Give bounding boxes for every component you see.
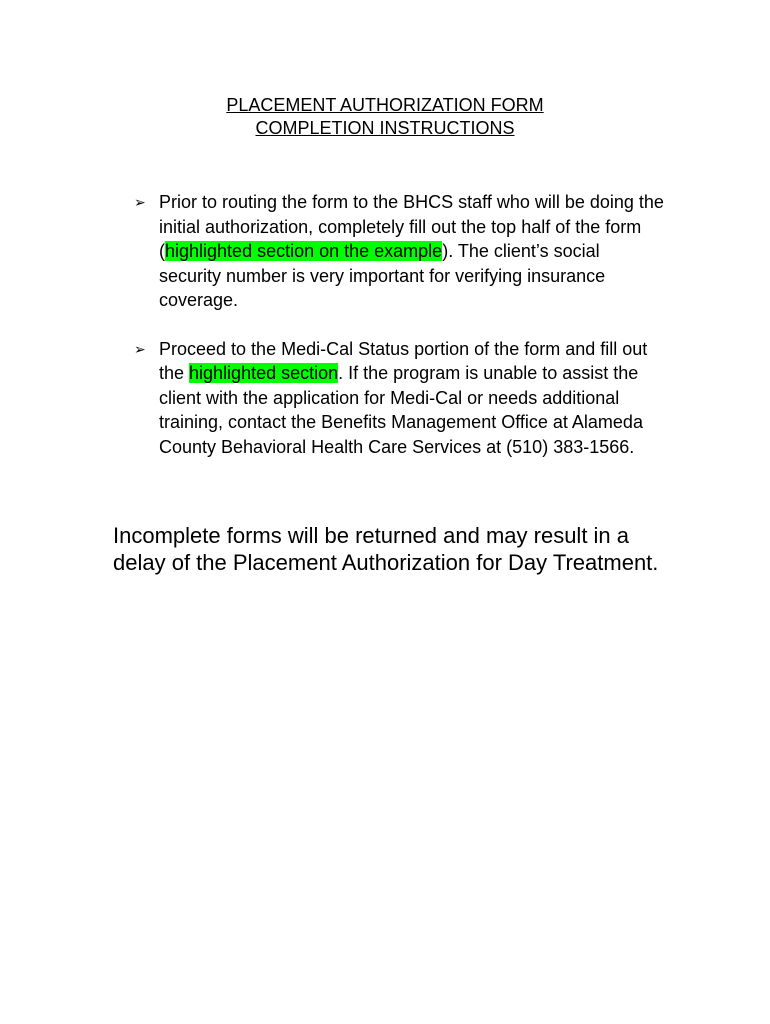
highlighted-text: highlighted section xyxy=(189,363,339,383)
instruction-item-medi-cal xyxy=(134,337,664,460)
instruction-text xyxy=(159,339,647,457)
instruction-text-start: Proceed to the Medi-Cal Status portion of the form and fill out the xyxy=(159,338,648,383)
document-title xyxy=(0,94,770,140)
title-line-2: COMPLETION INSTRUCTIONS xyxy=(255,118,515,138)
instruction-text-end: . If the program is unable to assist the client with the application for Medi-Cal or needs additional training, contact the Benefits Management Office at Alameda County Behavioral Health Care Services at (510) 383-1566. xyxy=(159,363,643,457)
title-line-1: PLACEMENT AUTHORIZATION FORM xyxy=(226,95,544,115)
instruction-text xyxy=(159,192,664,310)
arrow-bullet-icon: ➢ xyxy=(134,194,146,210)
arrow-bullet-icon: ➢ xyxy=(134,340,146,357)
instruction-text-start: Prior to routing the form to the BHCS staff who will be doing the initial authorization, completely fill out the top half of the form ( xyxy=(159,192,664,261)
instruction-item-routing xyxy=(134,190,664,313)
instruction-list xyxy=(134,190,664,483)
closing-note: Incomplete forms will be returned and may result in a delay of the Placement Authorization for Day Treatment. xyxy=(113,523,659,575)
highlighted-text: highlighted section on the example xyxy=(165,241,443,261)
instruction-text-end: ). The client’s social security number is very important for verifying insurance coverage. xyxy=(159,241,606,310)
